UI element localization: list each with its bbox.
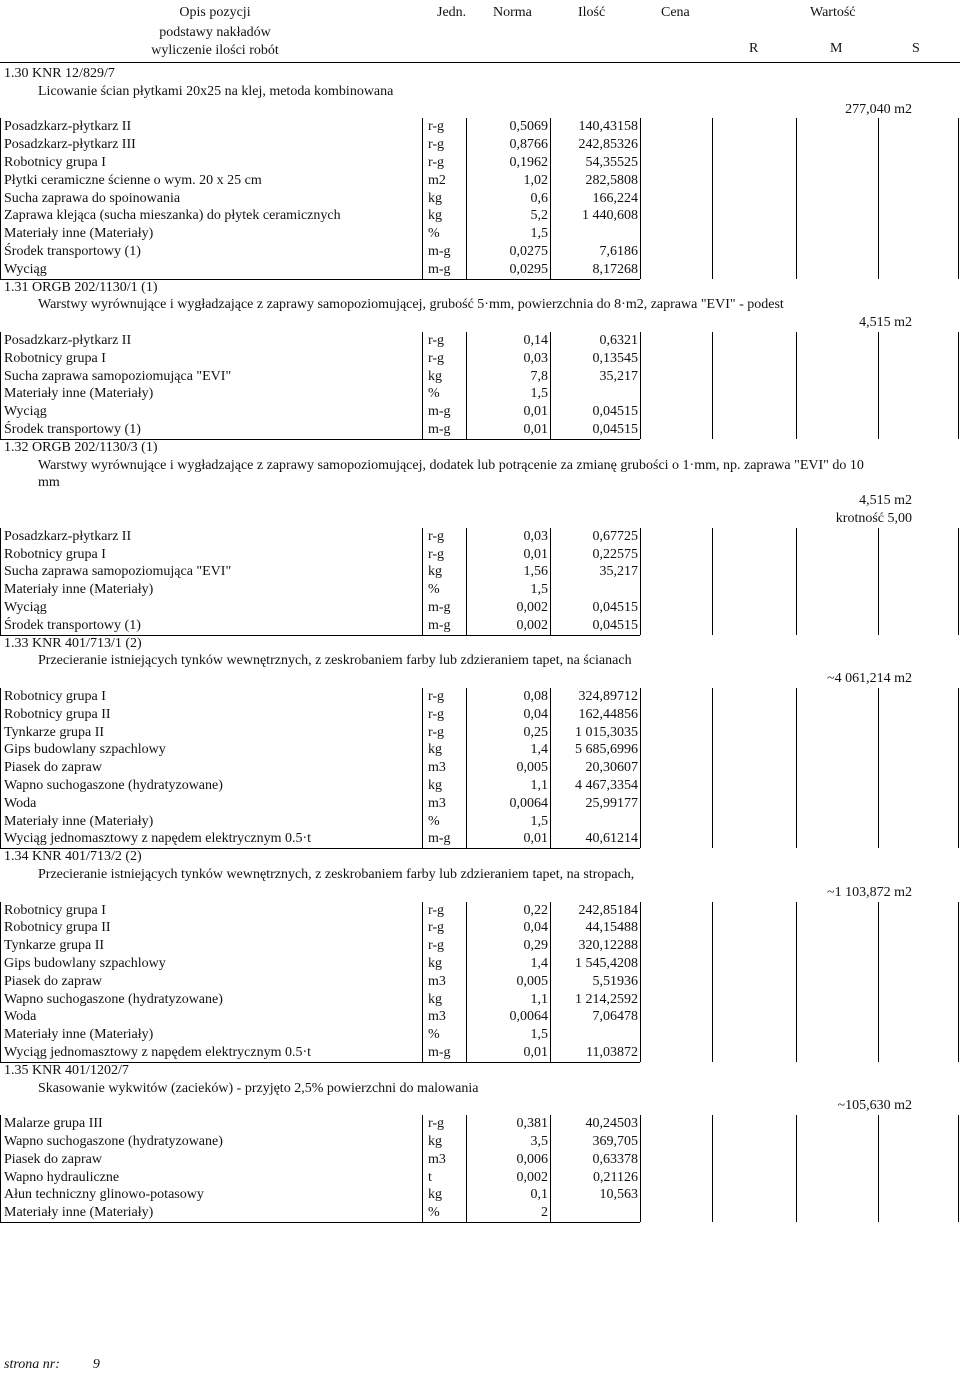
header-opis-line1: Opis pozycji	[179, 5, 251, 20]
position-description: Skasowanie wykwitów (zacieków) - przyjęto 2,5% powierzchni do malowania	[38, 1080, 479, 1096]
table-column-divider	[640, 332, 641, 439]
row-norma: 0,002	[516, 1169, 548, 1185]
row-name: Sucha zaprawa samopoziomująca "EVI"	[4, 368, 232, 384]
row-ilosc: 162,44856	[578, 706, 638, 722]
position-quantity: 4,515 m2	[859, 493, 912, 509]
row-name: Woda	[4, 1009, 37, 1025]
row-unit: r-g	[428, 902, 445, 918]
row-unit: kg	[428, 778, 442, 793]
row-norma: 0,01	[523, 1045, 548, 1060]
table-column-divider	[640, 902, 641, 1062]
row-unit: r-g	[428, 1116, 445, 1132]
row-name: Robotnicy grupa II	[4, 920, 111, 936]
table-column-divider	[0, 118, 1, 278]
table-column-divider	[422, 1115, 423, 1222]
row-name: Piasek do zapraw	[4, 1151, 102, 1167]
row-unit: r-g	[428, 528, 445, 544]
row-norma: 3,5	[530, 1134, 548, 1149]
row-norma: 1,5	[530, 582, 548, 598]
row-ilosc: 0,04515	[592, 600, 638, 615]
row-name: Posadzkarz-płytkarz II	[4, 528, 132, 544]
row-name: Woda	[4, 795, 37, 811]
table-column-divider	[422, 118, 423, 278]
row-ilosc: 4 467,3354	[575, 778, 638, 793]
row-name: Materiały inne (Materiały)	[4, 1205, 154, 1221]
row-ilosc: 54,35525	[585, 155, 638, 170]
header-jedn: Jedn.	[437, 5, 467, 20]
row-name: Tynkarze grupa II	[4, 724, 105, 740]
position-quantity: ~1 103,872 m2	[827, 884, 912, 900]
row-unit: r-g	[428, 920, 445, 936]
row-unit: m-g	[428, 404, 451, 420]
row-ilosc: 0,63378	[592, 1151, 638, 1167]
row-ilosc: 5,51936	[592, 973, 638, 989]
row-unit: r-g	[428, 137, 445, 153]
row-unit: kg	[428, 1134, 442, 1149]
row-norma: 0,01	[523, 546, 548, 562]
row-norma: 0,1	[530, 1187, 548, 1203]
row-ilosc: 0,04515	[592, 422, 638, 437]
row-ilosc: 20,30607	[585, 760, 638, 776]
row-name: Wyciąg jednomasztowy z napędem elektrycznym 0.5·t	[4, 831, 312, 847]
row-ilosc: 369,705	[592, 1134, 638, 1149]
row-norma: 0,1962	[509, 155, 548, 170]
table-column-divider	[550, 528, 551, 635]
page-footer	[4, 1356, 100, 1374]
footer-label: strona nr:	[4, 1357, 60, 1372]
row-unit: r-g	[428, 938, 445, 954]
row-name: Sucha zaprawa samopoziomująca "EVI"	[4, 564, 232, 580]
row-name: Sucha zaprawa do spoinowania	[4, 190, 181, 206]
row-ilosc: 324,89712	[578, 689, 638, 704]
row-name: Wapno suchogaszone (hydratyzowane)	[4, 778, 223, 793]
table-column-divider	[878, 528, 879, 635]
row-unit: m-g	[428, 244, 451, 259]
table-column-divider	[958, 1115, 959, 1222]
row-norma: 0,005	[516, 973, 548, 989]
row-name: Środek transportowy (1)	[4, 617, 141, 633]
row-name: Robotnicy grupa I	[4, 689, 106, 704]
position-description: Przecieranie istniejących tynków wewnętrznych, z zeskrobaniem farby lub zdzieraniem tapet, na stropach,	[38, 867, 635, 882]
row-norma: 0,6	[530, 190, 548, 206]
table-column-divider	[0, 332, 1, 439]
row-ilosc: 1 214,2592	[575, 991, 638, 1007]
table-column-divider	[550, 688, 551, 848]
table-column-divider	[0, 1115, 1, 1222]
table-column-divider	[712, 118, 713, 278]
table-column-divider	[796, 528, 797, 635]
row-norma: 0,01	[523, 404, 548, 420]
table-column-divider	[712, 902, 713, 1062]
row-norma: 1,1	[530, 991, 548, 1007]
row-norma: 0,03	[523, 350, 548, 366]
row-norma: 1,5	[530, 813, 548, 829]
row-unit: r-g	[428, 333, 445, 348]
table-column-divider	[712, 528, 713, 635]
table-column-divider	[0, 528, 1, 635]
row-ilosc: 282,5808	[585, 172, 638, 188]
table-column-divider	[422, 332, 423, 439]
row-norma: 0,005	[516, 760, 548, 776]
row-norma: 0,002	[516, 600, 548, 615]
header-opis-line2: podstawy nakładów	[159, 25, 271, 40]
header-ilosc: Ilość	[578, 5, 606, 20]
row-norma: 1,02	[523, 172, 548, 188]
row-norma: 1,4	[530, 956, 548, 971]
row-ilosc: 0,04515	[592, 617, 638, 633]
row-unit: r-g	[428, 689, 445, 704]
table-column-divider	[640, 688, 641, 848]
row-ilosc: 40,61214	[585, 831, 638, 847]
table-column-divider	[466, 528, 467, 635]
table-column-divider	[550, 118, 551, 278]
row-norma: 0,04	[523, 920, 548, 936]
row-name: Posadzkarz-płytkarz II	[4, 333, 132, 348]
row-ilosc: 5 685,6996	[575, 742, 638, 758]
row-unit: m3	[428, 973, 446, 989]
row-ilosc: 0,13545	[592, 350, 638, 366]
row-unit: r-g	[428, 350, 445, 366]
row-unit: r-g	[428, 155, 445, 170]
row-ilosc: 242,85326	[578, 137, 638, 153]
row-ilosc: 0,67725	[592, 528, 638, 544]
row-unit: kg	[428, 1187, 442, 1203]
row-unit: r-g	[428, 724, 445, 740]
row-unit: %	[428, 226, 440, 242]
row-ilosc: 7,06478	[592, 1009, 638, 1025]
row-unit: r-g	[428, 706, 445, 722]
row-ilosc: 10,563	[599, 1187, 638, 1203]
table-column-divider	[958, 332, 959, 439]
position-quantity: ~105,630 m2	[837, 1098, 912, 1114]
table-column-divider	[878, 902, 879, 1062]
row-name: Gips budowlany szpachlowy	[4, 742, 166, 758]
row-name: Robotnicy grupa I	[4, 350, 106, 366]
row-unit: m-g	[428, 600, 451, 615]
row-norma: 1,5	[530, 1027, 548, 1043]
row-unit: kg	[428, 991, 442, 1007]
position-quantity: 4,515 m2	[859, 315, 912, 331]
position-title: 1.33 KNR 401/713/1 (2)	[4, 635, 142, 651]
row-name: Wyciąg	[4, 261, 47, 277]
row-name: Robotnicy grupa I	[4, 546, 106, 562]
row-name: Gips budowlany szpachlowy	[4, 956, 166, 971]
row-ilosc: 11,03872	[586, 1045, 638, 1060]
table-column-divider	[422, 528, 423, 635]
table-column-divider	[958, 118, 959, 278]
table-column-divider	[550, 1115, 551, 1222]
row-name: Zaprawa klejąca (sucha mieszanka) do płytek ceramicznych	[4, 208, 341, 224]
row-name: Wyciąg	[4, 404, 47, 420]
row-ilosc: 35,217	[599, 368, 638, 384]
header-s: S	[912, 41, 920, 56]
row-ilosc: 1 545,4208	[575, 956, 638, 971]
row-ilosc: 242,85184	[578, 902, 638, 918]
row-name: Robotnicy grupa I	[4, 155, 106, 170]
row-norma: 1,56	[523, 564, 548, 580]
row-ilosc: 7,6186	[599, 244, 638, 259]
table-column-divider	[796, 1115, 797, 1222]
row-norma: 0,0064	[509, 1009, 548, 1025]
row-ilosc: 166,224	[592, 190, 638, 206]
header-r: R	[749, 41, 759, 56]
row-norma: 0,03	[523, 528, 548, 544]
row-norma: 2	[541, 1205, 548, 1221]
row-name: Wapno suchogaszone (hydratyzowane)	[4, 1134, 223, 1149]
table-column-divider	[878, 332, 879, 439]
row-norma: 0,08	[523, 689, 548, 704]
row-unit: r-g	[428, 119, 445, 135]
row-unit: r-g	[428, 546, 445, 562]
row-norma: 0,04	[523, 706, 548, 722]
position-quantity: krotność 5,00	[835, 511, 912, 526]
row-name: Piasek do zapraw	[4, 973, 102, 989]
row-norma: 0,006	[516, 1151, 548, 1167]
table-column-divider	[640, 118, 641, 278]
row-name: Wyciąg jednomasztowy z napędem elektrycznym 0.5·t	[4, 1045, 312, 1060]
row-norma: 0,22	[523, 902, 548, 918]
table-column-divider	[466, 118, 467, 278]
row-name: Materiały inne (Materiały)	[4, 226, 154, 242]
row-norma: 0,0064	[509, 795, 548, 811]
row-unit: m-g	[428, 1045, 451, 1060]
row-unit: kg	[428, 208, 442, 224]
table-column-divider	[466, 902, 467, 1062]
row-ilosc: 25,99177	[585, 795, 638, 811]
row-ilosc: 44,15488	[585, 920, 638, 936]
table-column-divider	[878, 118, 879, 278]
header-opis-line3: wyliczenie ilości robót	[151, 43, 279, 58]
row-norma: 1,4	[530, 742, 548, 758]
table-column-divider	[640, 528, 641, 635]
row-unit: m-g	[428, 422, 451, 437]
row-ilosc: 0,6321	[599, 333, 638, 348]
row-unit: m-g	[428, 617, 451, 633]
table-column-divider	[466, 332, 467, 439]
row-unit: t	[428, 1169, 432, 1185]
row-norma: 5,2	[530, 208, 548, 224]
row-unit: %	[428, 386, 440, 402]
row-unit: kg	[428, 956, 442, 971]
header-cena: Cena	[661, 5, 690, 20]
row-name: Płytki ceramiczne ścienne o wym. 20 x 25 cm	[4, 172, 262, 188]
table-column-divider	[0, 902, 1, 1062]
row-name: Materiały inne (Materiały)	[4, 1027, 154, 1043]
row-name: Malarze grupa III	[4, 1116, 103, 1132]
table-column-divider	[422, 902, 423, 1062]
row-unit: %	[428, 1205, 440, 1221]
row-norma: 0,29	[523, 938, 548, 954]
table-column-divider	[712, 688, 713, 848]
row-name: Środek transportowy (1)	[4, 422, 141, 437]
row-norma: 0,01	[523, 831, 548, 847]
header-divider	[0, 62, 960, 63]
row-name: Materiały inne (Materiały)	[4, 813, 154, 829]
row-name: Posadzkarz-płytkarz II	[4, 119, 132, 135]
row-norma: 0,381	[516, 1116, 548, 1132]
row-unit: kg	[428, 564, 442, 580]
position-title: 1.31 ORGB 202/1130/1 (1)	[4, 279, 158, 295]
table-column-divider	[0, 688, 1, 848]
row-ilosc: 0,21126	[593, 1169, 638, 1185]
header-norma: Norma	[493, 5, 532, 20]
row-unit: m-g	[428, 831, 451, 847]
table-column-divider	[712, 1115, 713, 1222]
row-ilosc: 40,24503	[585, 1116, 638, 1132]
row-ilosc: 8,17268	[592, 261, 638, 277]
table-column-divider	[796, 902, 797, 1062]
row-ilosc: 140,43158	[578, 119, 638, 135]
position-description: mm	[38, 475, 60, 491]
row-norma: 1,5	[530, 386, 548, 402]
row-norma: 1,5	[530, 226, 548, 242]
table-column-divider	[466, 688, 467, 848]
position-quantity: ~4 061,214 m2	[827, 671, 912, 687]
row-name: Środek transportowy (1)	[4, 244, 141, 259]
position-quantity: 277,040 m2	[845, 101, 912, 117]
row-name: Materiały inne (Materiały)	[4, 386, 154, 402]
table-column-divider	[712, 332, 713, 439]
table-header	[0, 0, 960, 62]
row-norma: 1,1	[530, 778, 548, 793]
row-norma: 0,5069	[509, 119, 548, 135]
row-ilosc: 320,12288	[578, 938, 638, 954]
footer-page-number: 9	[92, 1357, 100, 1372]
row-name: Materiały inne (Materiały)	[4, 582, 154, 598]
table-column-divider	[550, 332, 551, 439]
row-norma: 0,0275	[509, 244, 548, 259]
row-unit: kg	[428, 190, 442, 206]
row-unit: kg	[428, 368, 442, 384]
table-column-divider	[466, 1115, 467, 1222]
row-unit: %	[428, 1027, 440, 1043]
row-name: Posadzkarz-płytkarz III	[4, 137, 136, 153]
header-m: M	[830, 41, 843, 56]
row-ilosc: 35,217	[599, 564, 638, 580]
row-unit: m3	[428, 760, 446, 776]
row-name: Wapno hydrauliczne	[4, 1169, 120, 1185]
row-ilosc: 0,22575	[592, 546, 638, 562]
row-norma: 0,0295	[509, 261, 548, 277]
table-column-divider	[796, 332, 797, 439]
table-column-divider	[550, 902, 551, 1062]
row-norma: 7,8	[530, 368, 548, 384]
row-name: Ałun techniczny glinowo-potasowy	[4, 1187, 204, 1203]
position-title: 1.32 ORGB 202/1130/3 (1)	[4, 439, 158, 455]
table-column-divider	[796, 118, 797, 278]
row-norma: 0,8766	[509, 137, 548, 153]
table-bottom-rule	[0, 1222, 640, 1223]
row-name: Wapno suchogaszone (hydratyzowane)	[4, 991, 223, 1007]
table-column-divider	[878, 688, 879, 848]
row-name: Piasek do zapraw	[4, 760, 102, 776]
table-column-divider	[958, 902, 959, 1062]
position-title: 1.30 KNR 12/829/7	[4, 66, 115, 81]
row-ilosc: 0,04515	[592, 404, 638, 420]
row-unit: m-g	[428, 261, 451, 277]
row-unit: %	[428, 582, 440, 598]
position-title: 1.34 KNR 401/713/2 (2)	[4, 849, 142, 865]
position-description: Warstwy wyrównujące i wygładzające z zaprawy samopoziomującej, grubość 5·mm, powierzchnia do 8·m2, zaprawa "EVI" - podest	[38, 297, 784, 313]
table-column-divider	[796, 688, 797, 848]
row-name: Robotnicy grupa I	[4, 902, 106, 918]
table-column-divider	[958, 688, 959, 848]
row-unit: m3	[428, 1151, 446, 1167]
position-description: Licowanie ścian płytkami 20x25 na klej, metoda kombinowana	[38, 83, 394, 99]
row-name: Tynkarze grupa II	[4, 938, 105, 954]
row-unit: m2	[428, 172, 446, 188]
row-unit: m3	[428, 1009, 446, 1025]
row-unit: %	[428, 813, 440, 829]
position-description: Warstwy wyrównujące i wygładzające z zaprawy samopoziomującej, dodatek lub potrącenie za zmianę grubości o 1·mm, np. zaprawa "EVI" do 10	[38, 457, 864, 473]
row-ilosc: 1 015,3035	[575, 724, 638, 740]
row-name: Wyciąg	[4, 600, 47, 615]
position-title: 1.35 KNR 401/1202/7	[4, 1062, 129, 1078]
row-name: Robotnicy grupa II	[4, 706, 111, 722]
header-wartosc: Wartość	[810, 5, 856, 20]
row-norma: 0,01	[523, 422, 548, 437]
row-norma: 0,002	[516, 617, 548, 633]
table-column-divider	[878, 1115, 879, 1222]
row-norma: 0,25	[523, 724, 548, 740]
row-unit: kg	[428, 742, 442, 758]
row-norma: 0,14	[523, 333, 548, 348]
table-column-divider	[422, 688, 423, 848]
table-column-divider	[958, 528, 959, 635]
row-unit: m3	[428, 795, 446, 811]
row-ilosc: 1 440,608	[582, 208, 638, 224]
table-column-divider	[640, 1115, 641, 1222]
position-description: Przecieranie istniejących tynków wewnętrznych, z zeskrobaniem farby lub zdzieraniem tapet, na ścianach	[38, 653, 632, 669]
